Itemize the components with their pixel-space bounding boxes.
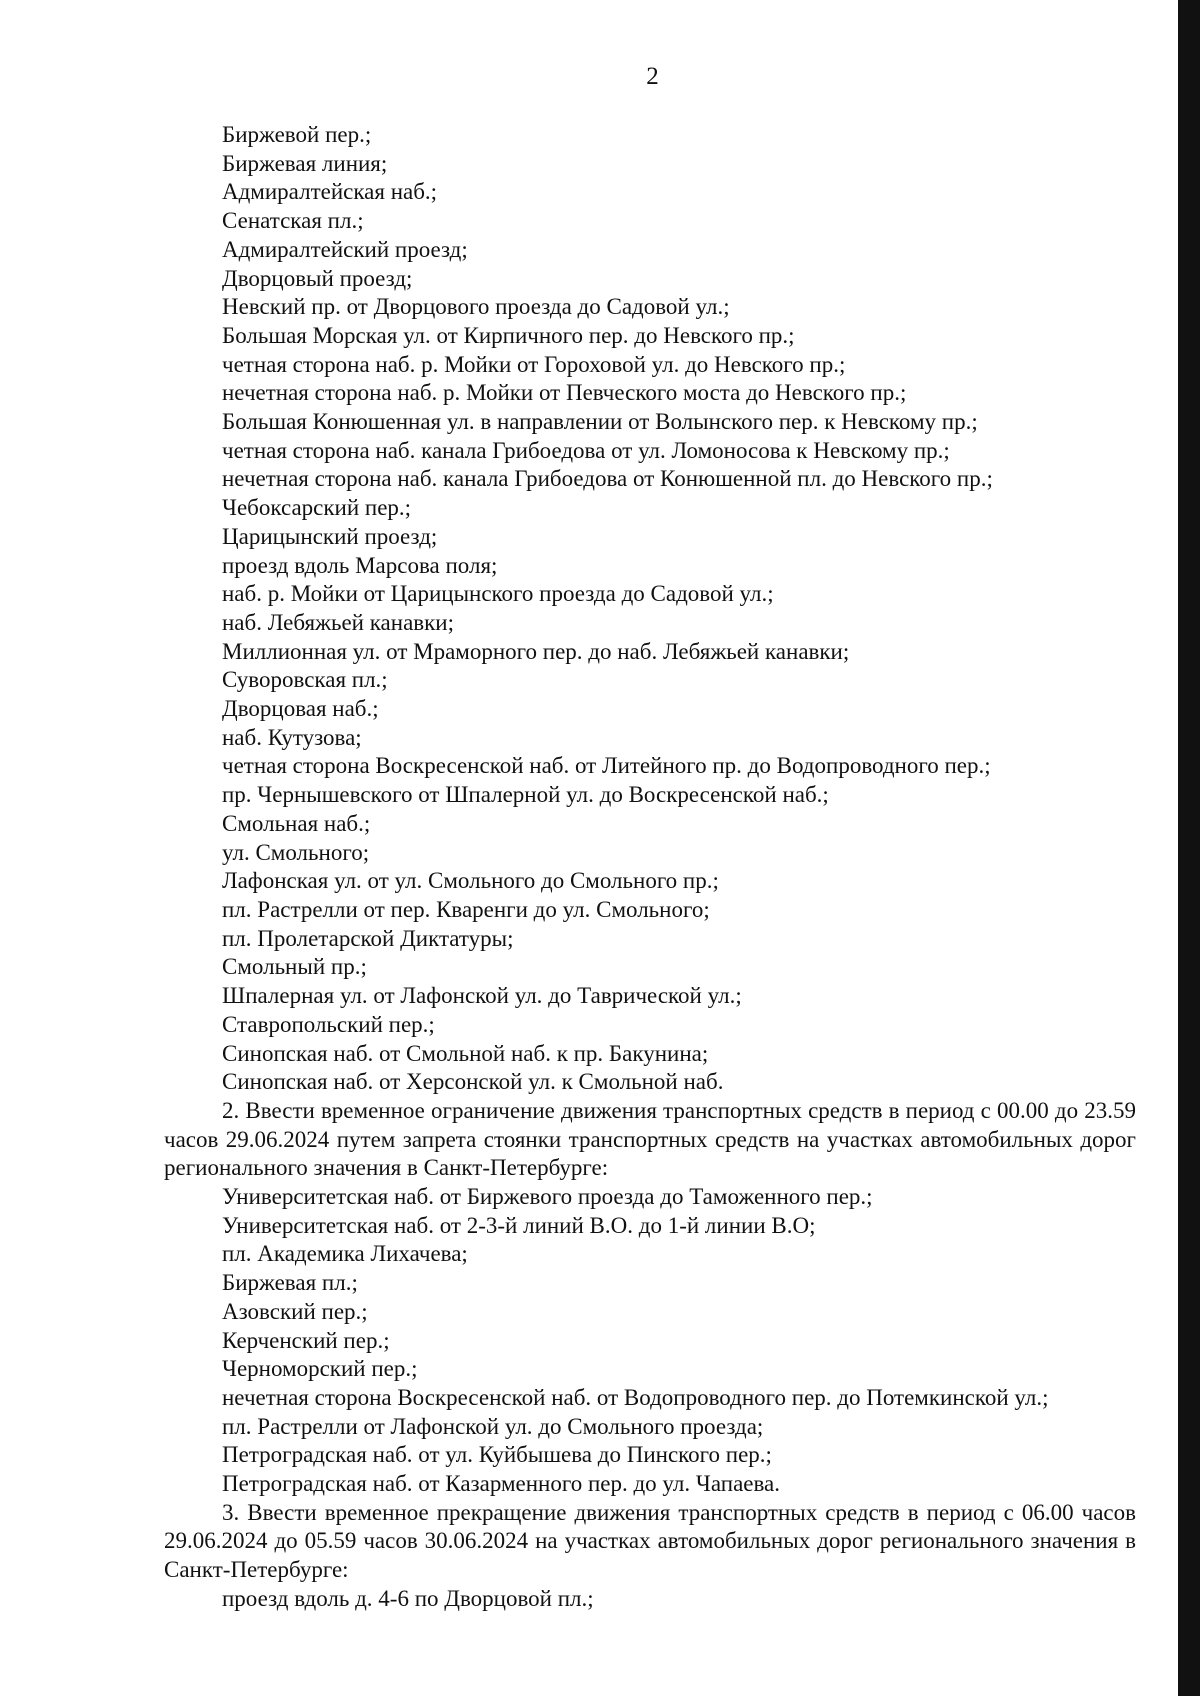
list-item: Дворцовая наб.; [222, 696, 379, 722]
list-item: Шпалерная ул. от Лафонской ул. до Таврической ул.; [222, 983, 742, 1009]
list-item: нечетная сторона Воскресенской наб. от Водопроводного пер. до Потемкинской ул.; [222, 1384, 1049, 1410]
list-item: Царицынский проезд; [222, 523, 438, 549]
document-body [164, 121, 1136, 1614]
list-item: проезд вдоль д. 4-6 по Дворцовой пл.; [222, 1585, 594, 1611]
list-item: Синопская наб. от Смольной наб. к пр. Бакунина; [222, 1040, 709, 1066]
list-item: нечетная сторона наб. канала Грибоедова от Конюшенной пл. до Невского пр.; [222, 466, 993, 492]
list-item: четная сторона Воскресенской наб. от Литейного пр. до Водопроводного пер.; [222, 753, 991, 779]
list-item: пл. Растрелли от пер. Кваренги до ул. Смольного; [222, 896, 710, 922]
list-item: Университетская наб. от Биржевого проезда до Таможенного пер.; [222, 1184, 873, 1210]
list-item: Сенатская пл.; [222, 208, 364, 234]
list-item: Биржевой пер.; [222, 122, 372, 147]
list-item: Ставропольский пер.; [222, 1011, 435, 1037]
street-list-1 [164, 121, 1136, 1097]
list-item: Керченский пер.; [222, 1327, 390, 1353]
list-item: наб. р. Мойки от Царицынского проезда до Садовой ул.; [222, 581, 774, 607]
list-item: Большая Морская ул. от Кирпичного пер. до Невского пр.; [222, 322, 795, 348]
list-item: наб. Лебяжьей канавки; [222, 609, 455, 635]
list-item: пр. Чернышевского от Шпалерной ул. до Воскресенской наб.; [222, 782, 829, 808]
list-item: нечетная сторона наб. р. Мойки от Певческого моста до Невского пр.; [222, 380, 907, 406]
list-item: пл. Академика Лихачева; [222, 1241, 468, 1267]
list-item: Петроградская наб. от ул. Куйбышева до Пинского пер.; [222, 1442, 772, 1468]
list-item: Большая Конюшенная ул. в направлении от Волынского пер. к Невскому пр.; [222, 409, 978, 435]
list-item: Чебоксарский пер.; [222, 495, 412, 521]
list-item: Миллионная ул. от Мраморного пер. до наб. Лебяжьей канавки; [222, 638, 850, 664]
street-list-2 [164, 1183, 1136, 1499]
list-item: Университетская наб. от 2-3-й линий В.О. до 1-й линии В.О; [222, 1212, 816, 1238]
list-item: Синопская наб. от Херсонской ул. к Смольной наб. [222, 1069, 724, 1095]
scanned-page-edge [1178, 0, 1200, 1696]
list-item: четная сторона наб. канала Грибоедова от ул. Ломоносова к Невскому пр.; [222, 437, 950, 463]
list-item: Смольная наб.; [222, 810, 371, 836]
paragraph-2: 2. Ввести временное ограничение движения транспортных средств в период с 00.00 до 23.59 часов 29.06.2024 путем запрета стоянки транспортных средств на участках автомобильных дорог регионального значения в Санкт-Петербурге: [164, 1097, 1136, 1181]
list-item: Биржевая пл.; [222, 1270, 358, 1296]
list-item: четная сторона наб. р. Мойки от Гороховой ул. до Невского пр.; [222, 351, 846, 377]
street-list-3 [164, 1585, 1136, 1614]
list-item: пл. Растрелли от Лафонской ул. до Смольного проезда; [222, 1413, 764, 1439]
list-item: проезд вдоль Марсова поля; [222, 552, 498, 578]
list-item: Дворцовый проезд; [222, 265, 413, 291]
list-item: пл. Пролетарской Диктатуры; [222, 925, 514, 951]
list-item: наб. Кутузова; [222, 724, 362, 750]
list-item: Биржевая линия; [222, 150, 388, 176]
list-item: Азовский пер.; [222, 1298, 368, 1324]
page-number: 2 [646, 63, 659, 90]
list-item: ул. Смольного; [222, 839, 370, 865]
list-item: Невский пр. от Дворцового проезда до Садовой ул.; [222, 294, 730, 320]
list-item: Суворовская пл.; [222, 667, 388, 693]
list-item: Адмиралтейская наб.; [222, 179, 438, 205]
list-item: Смольный пр.; [222, 954, 367, 980]
list-item: Черноморский пер.; [222, 1356, 418, 1382]
list-item: Адмиралтейский проезд; [222, 236, 468, 262]
paragraph-3: 3. Ввести временное прекращение движения транспортных средств в период с 06.00 часов 29.06.2024 до 05.59 часов 30.06.2024 на участках автомобильных дорог регионального значения в Санкт-Петербурге: [164, 1499, 1136, 1583]
list-item: Петроградская наб. от Казарменного пер. до ул. Чапаева. [222, 1471, 780, 1497]
list-item: Лафонская ул. от ул. Смольного до Смольного пр.; [222, 868, 719, 894]
